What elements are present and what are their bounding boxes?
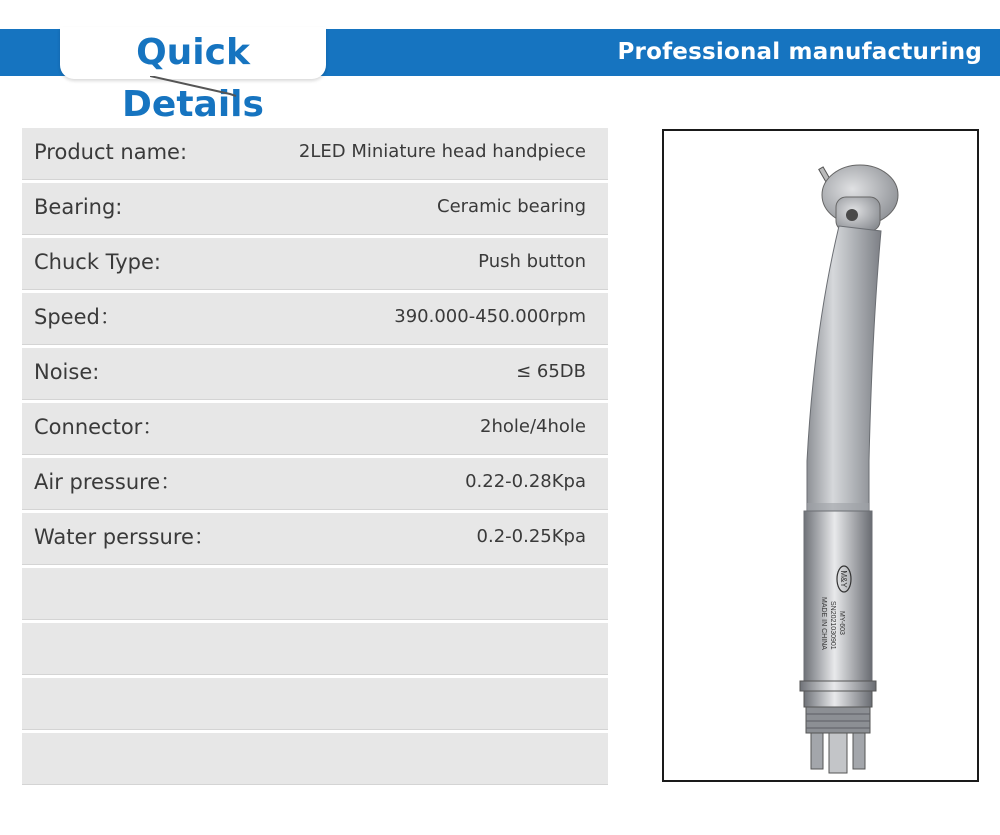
spec-label: Noise: [34, 360, 100, 384]
serial-text: SN2021030901 [829, 601, 836, 650]
spec-label: Connector： [34, 415, 164, 439]
grip-ring [807, 503, 869, 511]
connector-ring [800, 681, 876, 691]
spec-label: Speed： [34, 305, 121, 329]
brand-logo: M&Y [839, 570, 848, 588]
spec-row-noise [22, 348, 608, 400]
spec-label: Air pressure： [34, 470, 182, 494]
spec-row-empty [22, 678, 608, 730]
header-subtitle: Professional manufacturing [617, 39, 982, 65]
spec-label: Water perssure： [34, 525, 215, 549]
spec-value: 2LED Miniature head handpiece [298, 141, 586, 162]
spec-label: Product name: [34, 140, 188, 164]
connector-thread [806, 707, 870, 733]
page-title: Quick Details [122, 32, 264, 125]
tab-tail-decoration [150, 76, 240, 100]
model-text: MY-603 [838, 611, 845, 635]
spec-value: 0.2-0.25Kpa [476, 526, 586, 547]
spec-row-product-name [22, 128, 608, 180]
spec-row-empty [22, 623, 608, 675]
spec-row-water-pressure [22, 513, 608, 565]
spec-row-chuck-type [22, 238, 608, 290]
title-tab [60, 27, 326, 125]
handpiece-body [804, 511, 872, 681]
spec-value: 390.000-450.000rpm [394, 306, 586, 327]
spec-value: ≤ 65DB [516, 361, 586, 382]
spec-value: 0.22-0.28Kpa [465, 471, 586, 492]
spec-row-connector [22, 403, 608, 455]
spec-row-empty [22, 568, 608, 620]
spec-value: Push button [478, 251, 586, 272]
spec-row-bearing [22, 183, 608, 235]
spec-label: Bearing: [34, 195, 123, 219]
spec-table [22, 128, 608, 788]
connector-tube [811, 733, 823, 769]
origin-text: MADE IN CHINA [820, 597, 827, 650]
connector-tube [853, 733, 865, 769]
head-neck [836, 197, 880, 231]
spec-row-empty [22, 733, 608, 785]
connector-ring [804, 691, 872, 707]
spec-row-speed [22, 293, 608, 345]
connector-tube [829, 733, 847, 773]
product-photo-frame [662, 129, 979, 782]
handpiece-illustration [664, 131, 977, 780]
spec-row-air-pressure [22, 458, 608, 510]
spec-value: 2hole/4hole [480, 416, 586, 437]
led-light [846, 209, 858, 221]
spec-label: Chuck Type: [34, 250, 161, 274]
spec-value: Ceramic bearing [437, 196, 586, 217]
